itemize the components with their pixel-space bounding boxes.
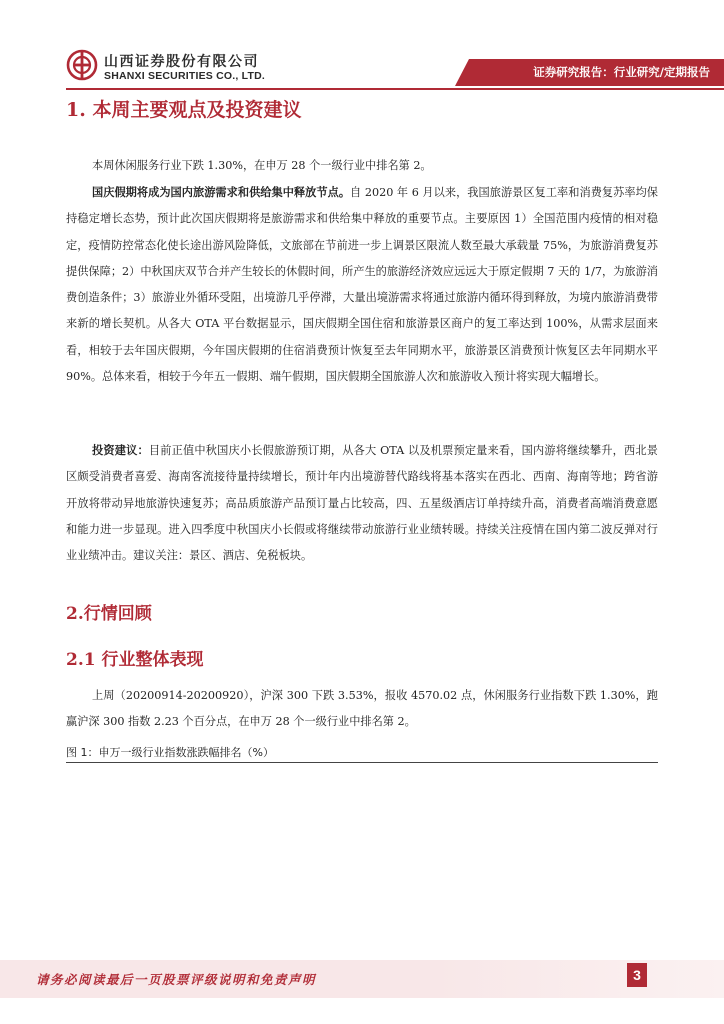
section-2-title: 2.行情回顾: [66, 604, 152, 624]
paragraph-body-holiday: 自 2020 年 6 月以来，我国旅游景区复工率和消费复苏率均保持稳定增长态势，预计此次国庆假期将是旅游需求和供给集中释放的重要节点。主要原因 1）全国范围内疫情的相对稳定，疫情防控常态化使长途出游风险降低，文旅部在节前进一步上调景区限流人数至最大承载量 75%，为旅游消费复苏提供保障；2）中秋国庆双节合并产生较长的休假时间，所产生的旅游经济效应远远大于原定假期 7 天的 1/7，为旅游消费创造条件；3）旅游业外循环受阻，出境游几乎停滞，大量出境游需求将通过旅游内循环得到释放，为境内旅游消费带来新的增长契机。从各大 OTA 平台数据显示，国庆假期全国住宿和旅游景区商户的复工率达到 100%，从需求层面来看，相较于去年国庆假期，今年国庆假期的住宿消费预计恢复至去年同期水平，旅游景区消费预计恢复区去年同期水平 90%。总体来看，相较于今年五一假期、端午假期，国庆假期全国旅游人次和旅游收入预计将实现大幅增长。: [66, 186, 658, 384]
section-2-1-title: 2.1 行业整体表现: [66, 650, 204, 670]
figure-divider: [66, 762, 658, 763]
section-2-paragraph-1: 上周（20200914-20200920），沪深 300 下跌 3.53%，报收 4570.02 点，休闲服务行业指数下跌 1.30%，跑赢沪深 300 指数 2.23 个百分点，在申万 28 个一级行业中排名第 2。: [66, 689, 658, 729]
page-header: [0, 0, 724, 92]
header-divider: [66, 88, 724, 90]
company-name-cn: 山西证券股份有限公司: [104, 54, 259, 70]
company-name-en: SHANXI SECURITIES CO., LTD.: [104, 70, 265, 82]
section-1-paragraph-3: [66, 438, 658, 569]
section-1-title: 1. 本周主要观点及投资建议: [66, 99, 302, 121]
footer-disclaimer: 请务必阅读最后一页股票评级说明和免责声明: [36, 972, 317, 987]
paragraph-lead-holiday: 国庆假期将成为国内旅游需求和供给集中释放节点。: [92, 186, 351, 199]
paragraph-body-investment: 目前正值中秋国庆小长假旅游预订期，从各大 OTA 以及机票预定量来看，国内游将继续攀升，西北景区颇受消费者喜爱、海南客流接待量持续增长，预计年内出境游替代路线将基本落实在西北、西南、海南等地；跨省游开放将带动异地旅游快速复苏；高品质旅游产品预订量占比较高，四、五星级酒店订单持续升高，消费者高端消费意愿和能力进一步显现。进入四季度中秋国庆小长假或将继续带动旅游行业业绩转暖。持续关注疫情在国内第二波反弹对行业业绩冲击。建议关注：景区、酒店、免税板块。: [66, 444, 658, 563]
page-number: 3: [627, 963, 647, 987]
section-1-paragraph-2: [66, 180, 658, 390]
report-type-label: 证券研究报告：行业研究/定期报告: [533, 65, 710, 79]
shanxi-securities-logo-icon: [66, 49, 98, 81]
section-1-paragraph-1: 本周休闲服务行业下跌 1.30%，在申万 28 个一级行业中排名第 2。: [92, 159, 432, 172]
figure-caption: 图 1：申万一级行业指数涨跌幅排名（%）: [66, 746, 274, 759]
paragraph-lead-investment: 投资建议：: [92, 444, 149, 457]
